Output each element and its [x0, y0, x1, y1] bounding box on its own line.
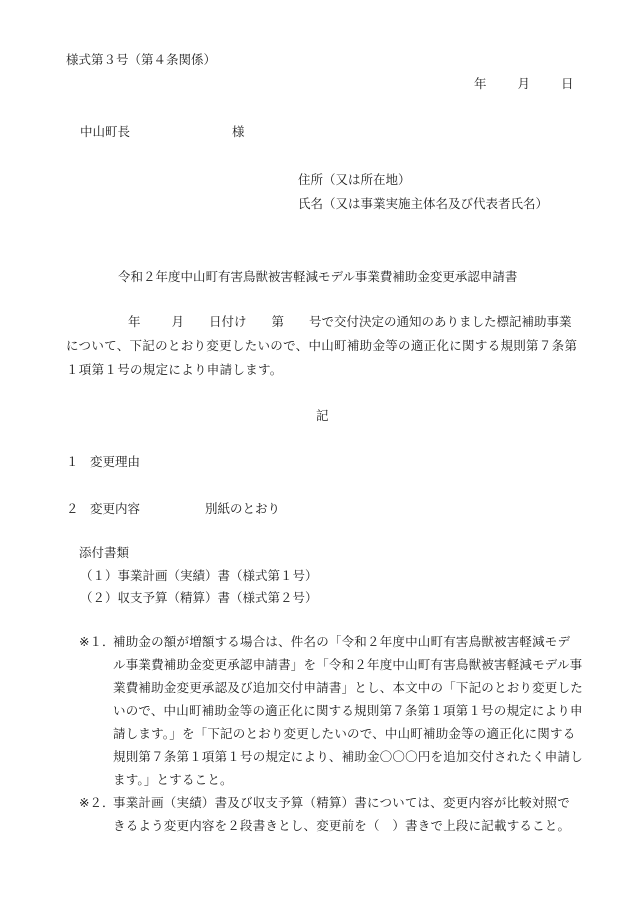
ki-heading: 記 — [316, 408, 329, 423]
item2-number: ２ — [66, 501, 79, 516]
note1-line: 規則第７条第１項第１号の規定により、補助金〇〇〇円を追加交付されたく申請し — [113, 749, 583, 764]
item1-label: 変更理由 — [90, 454, 141, 469]
note1-line: ます。」とすること。 — [113, 772, 233, 787]
name-label: 氏名（又は事業実施主体名及び代表者氏名） — [298, 196, 549, 211]
item2-label: 変更内容 — [90, 501, 141, 516]
body-month: 月 — [171, 314, 185, 329]
note2-line: きるよう変更内容を２段書きとし、変更前を（ ）書きで上段に記載すること。 — [113, 818, 571, 833]
body-rest: 号で交付決定の通知のありました標記補助事業 — [309, 314, 572, 329]
addressee-name: 中山町長 — [80, 124, 131, 139]
address-label: 住所（又は所在地） — [298, 172, 411, 187]
note1-line: ル事業費補助金変更承認申請書」を「令和２年度中山町有害鳥獣被害軽減モデル事 — [113, 657, 583, 672]
item2-value: 別紙のとおり — [205, 501, 281, 516]
form-number: 様式第３号（第４条関係） — [66, 52, 217, 67]
body-line-1 — [128, 316, 572, 329]
note1-marker: ※１． — [79, 634, 115, 649]
attachments-heading: 添付書類 — [79, 545, 130, 560]
body-year: 年 — [128, 314, 141, 329]
date-month: 月 — [517, 76, 531, 91]
date-year: 年 — [474, 76, 487, 91]
note2-line: 事業計画（実績）書及び収支予算（精算）書については、変更内容が比較対照で — [113, 795, 570, 810]
document-title: 令和２年度中山町有害鳥獣被害軽減モデル事業費補助金変更承認申請書 — [118, 269, 518, 284]
body-line-2: について、下記のとおり変更したいので、中山町補助金等の適正化に関する規則第７条第 — [66, 338, 578, 353]
note1-line: 補助金の額が増額する場合は、件名の「令和２年度中山町有害鳥獣被害軽減モデ — [113, 634, 571, 649]
body-number-prefix: 第 — [271, 314, 285, 329]
attachment-item: （２）収支予算（精算）書（様式第２号） — [80, 590, 318, 605]
body-dated: 日付け — [209, 314, 247, 329]
addressee-honorific: 様 — [232, 124, 245, 139]
item1-number: １ — [66, 454, 79, 469]
note2-marker: ※２． — [79, 795, 115, 810]
body-line-3: １項第１号の規定により申請します。 — [66, 362, 283, 377]
date-line — [474, 78, 574, 91]
note1-line: 請します。」を「下記のとおり変更したいので、中山町補助金等の適正化に関する — [113, 726, 576, 741]
note1-line: 業費補助金変更承認及び追加交付申請書」とし、本文中の「下記のとおり変更した — [113, 680, 583, 695]
date-day: 日 — [561, 76, 574, 91]
note1-line: いので、中山町補助金等の適正化に関する規則第７条第１項第１号の規定により申 — [113, 703, 583, 718]
attachment-item: （１）事業計画（実績）書（様式第１号） — [80, 568, 318, 583]
